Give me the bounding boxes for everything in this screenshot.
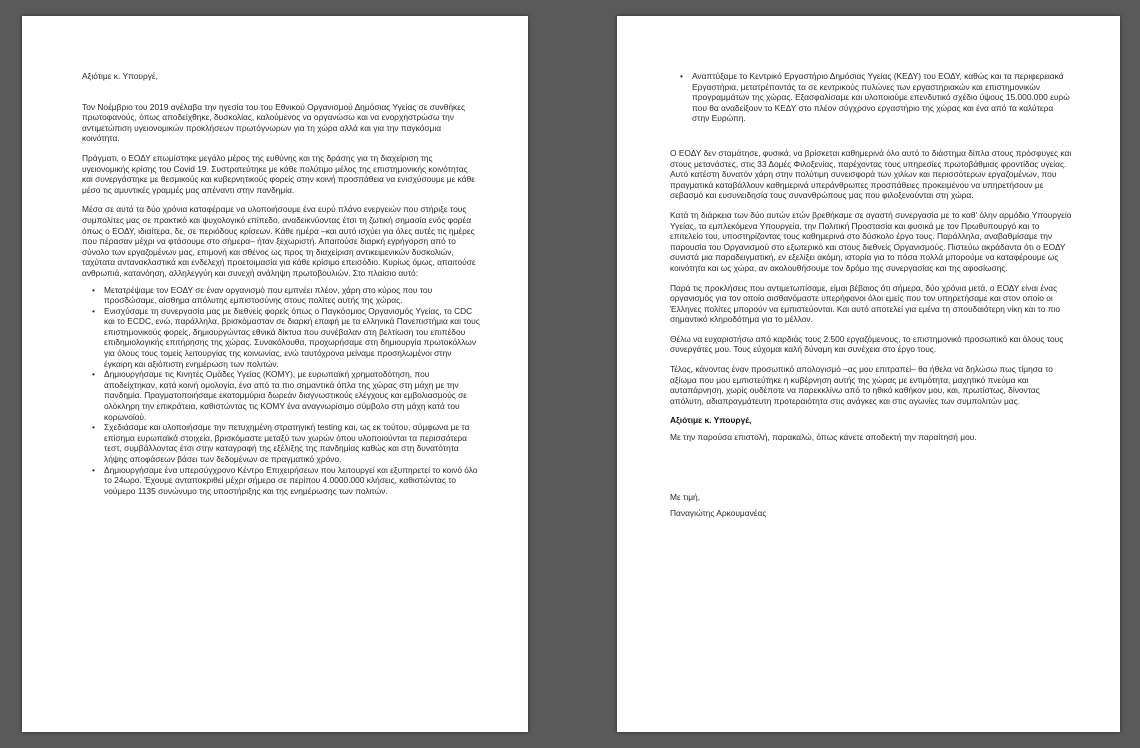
paragraph: Ο ΕΟΔΥ δεν σταμάτησε, φυσικά, να βρίσκεται καθημερινά όλο αυτό το διάστημα δίπλα στους πρόσφυγες και στους μετανάστες, στις 33 Δομές Φιλοξενίας, παρέχοντας τους υπηρεσίες πρωτοβάθμιας φροντίδας υγείας. Αυτό κατέστη δυνατόν χάρη στην πολύτιμη συνεισφορά των χιλίων και περισσότερων εργαζομένων, που πραγματικά καταβάλλουν καθημερινά υπεράνθρωπες προσπάθειες προκειμένου να υπηρετήσουν με σεβασμό και ευσυνειδησία τους συνανθρώπους μας που φιλοξενούνται στη χώρα.	[670, 147, 1072, 201]
resignation-statement: Με την παρούσα επιστολή, παρακαλώ, όπως κάνετε αποδεκτή την παραίτησή μου.	[670, 432, 977, 443]
bullet-list	[670, 71, 1072, 124]
spacer	[670, 452, 1072, 492]
list-item	[92, 305, 480, 370]
bullet-icon: •	[680, 71, 683, 81]
list-item	[92, 422, 480, 464]
list-item	[92, 284, 480, 306]
bullet-icon: •	[92, 369, 95, 380]
paragraph: Θέλω να ευχαριστήσω από καρδιάς τους 2.500 εργαζόμενους, το επιστημονικό προσωπικό και όλους τους συνεργάτες μου. Τους εύχομαι καλή δύναμη και συνέχεια στο έργο τους.	[670, 333, 1064, 355]
bullet-list	[82, 285, 480, 497]
bullet-icon: •	[92, 464, 95, 475]
bullet-icon: •	[92, 422, 95, 433]
paragraph: Παρά τις προκλήσεις που αντιμετωπίσαμε, είμαι βέβαιος ότι σήμερα, δύο χρόνια μετά, ο ΕΟΔΥ είναι ένας οργανισμός για τον οποίο αισθανόμαστε υπερήφανοι όλοι εμείς που τον υπηρετήσαμε και στον οποίο οι Έλληνες πολίτες μπορούν να εμπιστεύονται. Και αυτό αποτελεί για εμένα τη σπουδαιότερη νίκη και το πιο σημαντικό κληροδότημα για το μέλλον.	[670, 282, 1061, 325]
document-page-1	[22, 16, 528, 732]
list-item	[92, 369, 480, 422]
list-item-text: Μετατρέψαμε τον ΕΟΔΥ σε έναν οργανισμό που εμπνέει πλέον, χάρη στο κύρος που του προσδώσαμε, αίσθημα απόλυτης εμπιστοσύνης στους πολίτες αυτής της χώρας.	[104, 284, 433, 306]
paragraph: Πράγματι, ο ΕΟΔΥ επωμίστηκε μεγάλο μέρος της ευθύνης και της δράσης για τη διαχείριση της υγειονομικής κρίσης του Covid 19. Συστρατεύτηκε με κάθε πολύτιμο μέλος της επιστημονικής κοινότητας και συνεργάστηκε με θεσμικούς και κυβερνητικούς φορείς στην κοινή προσπάθεια να ενισχύσουμε με κάθε μέσο τις αμυντικές γραμμές μας απέναντι στην πανδημία.	[82, 152, 475, 195]
paragraph: Κατά τη διάρκεια των δύο αυτών ετών βρεθήκαμε σε αγαστή συνεργασία με το καθ' όλην αρμόδιο Υπουργείο Υγείας, τα εμπλεκόμενα Υπουργεία, την Πολιτική Προστασία και φυσικά με τον Πρωθυπουργό και το επιτελείο του, υποστηρίζοντας τους καθημερινά στο δύσκολο έργο τους. Παράλληλα, αναβαθμίσαμε την παρουσία του Οργανισμού στο εξωτερικό και στους διεθνείς Οργανισμούς. Πιστεύω ακράδαντα ότι ο ΕΟΔΥ συνιστά μια παραδειγματική, εν εξελίξει ακόμη, ιστορία για το πόσα πολλά μπορούμε να καταφέρουμε ως κοινότητα και ως χώρα, αν ακολουθήσουμε τον δρόμο της συνεργασίας και της αφοσίωσης.	[670, 209, 1072, 273]
sign-off: Με τιμή,	[670, 491, 701, 502]
document-page-2	[617, 16, 1120, 732]
paragraph: Μέσα σε αυτά τα δύο χρόνια καταφέραμε να υλοποιήσουμε ένα ευρύ πλάνο ενεργειών που στήριξε τους συμπολίτες μας σε πρακτικό και ψυχολογικό επίπεδο, αναδεικνύοντας έτσι τη ζωτική σημασία ενός φορέα όπως ο ΕΟΔΥ, ιδιαίτερα, δε, σε περιόδους κρίσεων. Κάθε ημέρα –και αυτό ισχύει για όλες αυτές τις ημέρες που πέρασαν μέχρι να φτάσουμε στο σήμερα– ήταν ξεχωριστή. Απαιτούσε διαρκή εγρήγορση από το σύνολο των εργαζομένων μας, επιμονή και σθένος ως προς τη διαχείριση αντικειμενικών δυσκολιών, ταχύτατα αντανακλαστικά και ενδελεχή προετοιμασία για κάθε κρίσιμο επεισόδιο. Κυρίως όμως, απαιτούσε ανθρωπιά, κατανόηση, αλληλεγγύη και συνεχή ανάληψη πρωτοβουλιών. Στο πλαίσιο αυτό:	[82, 204, 476, 278]
list-item-text: Δημιουργήσαμε ένα υπερσύγχρονο Κέντρο Επιχειρήσεων που λειτουργεί και εξυπηρετεί το κοινό όλο το 24ωρο. Έχουμε ανταποκριθεί μέχρι σήμερα σε περίπου 4.0000.000 κλήσεις, καθιστώντας το νούμερο 1135 συνώνυμο της υποστήριξης και της ενημέρωσης των πολιτών.	[104, 464, 478, 496]
bullet-icon: •	[92, 284, 95, 295]
bullet-icon: •	[92, 305, 95, 316]
letter-greeting: Αξιότιμε κ. Υπουργέ,	[82, 71, 158, 81]
list-item	[680, 71, 1072, 124]
list-item	[92, 464, 480, 497]
paragraph: Τον Νοέμβριο του 2019 ανέλαβα την ηγεσία του του Εθνικού Οργανισμού Δημόσιας Υγείας σε συνθήκες πρωτοφανούς, όπως αποδείχθηκε, δυσκολίας, καλούμενος να οργανώσω και να ενορχηστρώσω την αντιμετώπιση υγειονομικών προκλήσεων πρωτόγνωρων για τη χώρα αλλά και για την παγκόσμια κοινότητα.	[82, 101, 466, 144]
list-item-text: Σχεδιάσαμε και υλοποιήσαμε την πετυχημένη στρατηγική testing και, ως εκ τούτου, σύμφωνα με τα επίσημα ευρωπαϊκά στοιχεία, βρισκόμαστε μεταξύ των χωρών όπου υλοποιούνται τα περισσότερα τεστ, συμβάλλοντας έτσι στην καταγραφή της εξέλιξης της πανδημίας καθώς και στη δυνατότητα λήψης αποφάσεων βάσει των δεδομένων σε πραγματικό χρόνο.	[104, 422, 470, 464]
paragraph: Τέλος, κάνοντας έναν προσωπικό απολογισμό –ας μου επιτραπεί– θα ήθελα να δηλώσω πως τίμησα το αξίωμα που μου εμπιστεύτηκε η κυβέρνηση αυτής της χώρας με εντιμότητα, μαχητικό πνεύμα και αυταπάρνηση, χωρίς ουδέποτε να παρεκκλίνω από το ηθικό καθήκον μου, και, πρωτίστως, δίνοντας απόλυτη, αδιαπραγμάτευτη προτεραιότητα στις ανάγκες και στις αγωνίες των συμπολιτών μας.	[670, 364, 1053, 406]
list-item-text: Ενισχύσαμε τη συνεργασία μας με διεθνείς φορείς όπως ο Παγκόσμιος Οργανισμός Υγείας, το CDC και το ECDC, ενώ, παράλληλα, βρισκόμασταν σε διαρκή επαφή με τα ελληνικά Πανεπιστήμια και τους επιστημονικούς φορείς, δημιουργώντας εθνικά δίκτυα που συνέβαλαν στη βελτίωση του επιπέδου επιδημιολογικής επιτήρησης της χώρας. Συνακόλουθα, προχωρήσαμε στη δημιουργία πρωτοκόλλων για όλους τους τομείς λειτουργίας της κοινωνίας, ενώ ταυτόχρονα μείναμε προσηλωμένοι στην έγκαιρη και αξιόπιστη ενημέρωση των πολιτών.	[104, 305, 480, 369]
list-item-text: Αναπτύξαμε το Κεντρικό Εργαστήριο Δημόσιας Υγείας (ΚΕΔΥ) του ΕΟΔΥ, καθώς και τα περιφερειακά Εργαστήρια, μετατρέποντάς τα σε κεντρικούς πυλώνες των εργαστηριακών και επιστημονικών προγραμμάτων της χώρας. Εξασφαλίσαμε και υλοποιούμε επενδυτικό σχέδιο ύψους 15.000.000 ευρώ που θα αναδείξουν το ΚΕΔΥ στο πλέον σύγχρονο εργαστήριο της χώρας και ένα από τα καλύτερα στην Ευρώπη.	[692, 71, 1070, 124]
list-item-text: Δημιουργήσαμε τις Κινητές Ομάδες Υγείας (ΚΟΜΥ), με ευρωπαϊκή χρηματοδότηση, που αποδείχτηκαν, κατά κοινή ομολογία, ένα από τα πιο σημαντικά όπλα της χώρας στη μάχη με την πανδημία. Πραγματοποιήσαμε εκατομμύρια δωρεάν διαγνωστικούς ελέγχους και εμβολιασμούς σε ολόκληρη την επικράτεια, καθιστώντας τις ΚΟΜΥ ένα αναγνωρίσιμο σύμβολο στη μάχη κατά του κορωνοϊού.	[104, 369, 468, 422]
signatory-name: Παναγιώτης Αρκουμανέας	[670, 508, 767, 519]
closing-greeting: Αξιότιμε κ. Υπουργέ,	[670, 415, 752, 426]
